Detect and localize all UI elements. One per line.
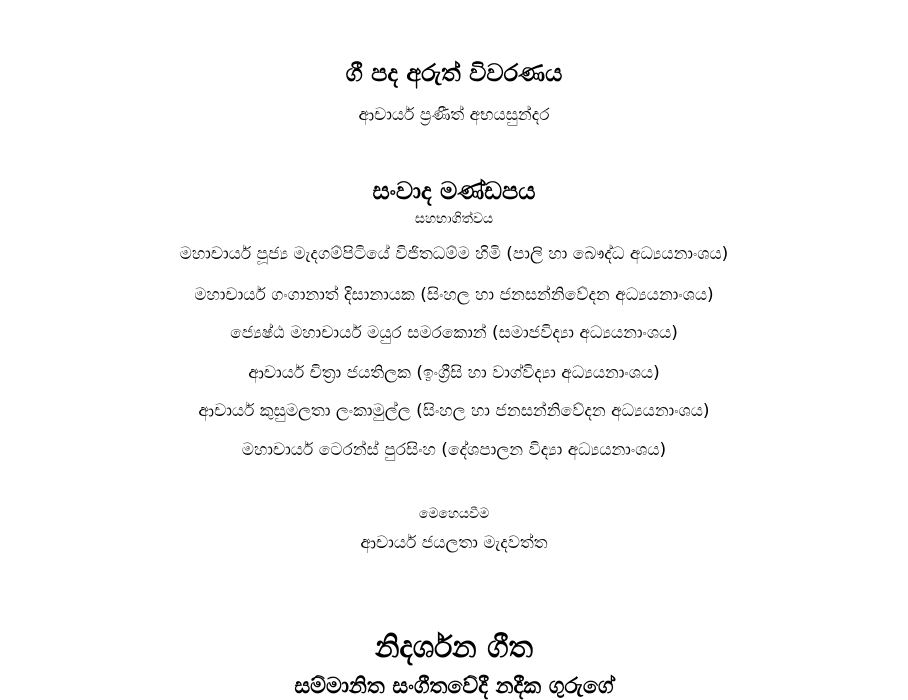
moderator-name: ආචාර්ය ජයලතා මැදවත්ත [360,533,548,553]
participant-item: ආචාර්ය චිත්‍රා ජයතිලක (ඉංග්‍රීසි හා වාග්විද්‍යා අධ්‍යයනාංශය) [248,363,660,383]
participant-item: මහාචාර්ය ටෙරන්ස් පුරසිංහ (දේශපාලන විද්‍යා අධ්‍යයනාංශය) [241,440,667,460]
section-title-illustrative-songs: නිදර්ශන ගීත [375,630,533,665]
participant-item: මහාචාර්ය පූජ්‍ය මැදගම්පිටියේ විජිතධම්ම හිමි (පාලි හා බෞද්ධ අධ්‍යයනාංශය) [179,244,729,264]
presenter-name: ආචාර්ය ප්‍රණීත් අභයසුන්දර [358,105,550,125]
section-title-discussion-forum: සංවාද මණ්ඩපය [372,177,536,205]
participant-item: මහාචාර්ය ගංගානාත් දිසානායක (සිංහල හා ජනසන්නිවේදන අධ්‍යයනාංශය) [194,285,714,305]
section-title-song-lyrics-interpretation: ගී පද අරුත් විවරණය [345,59,563,87]
participation-label: සහභාගිත්වය [414,211,494,227]
participant-item: ආචාර්ය කුසුමලතා ලංකාමුල්ල (සිංහල හා ජනසන්නිවේදන අධ්‍යයනාංශය) [198,401,710,421]
performer-name: සම්මානිත සංගීතවේදී නදීක ගුරුගේ [294,674,614,699]
participant-item: ජ්‍යෙෂ්ඨ මහාචාර්ය මයුර සමරකොන් (සමාජවිද්‍යා අධ්‍යයනාංශය) [230,323,678,343]
moderation-label: මෙහෙයවීම [418,506,490,522]
